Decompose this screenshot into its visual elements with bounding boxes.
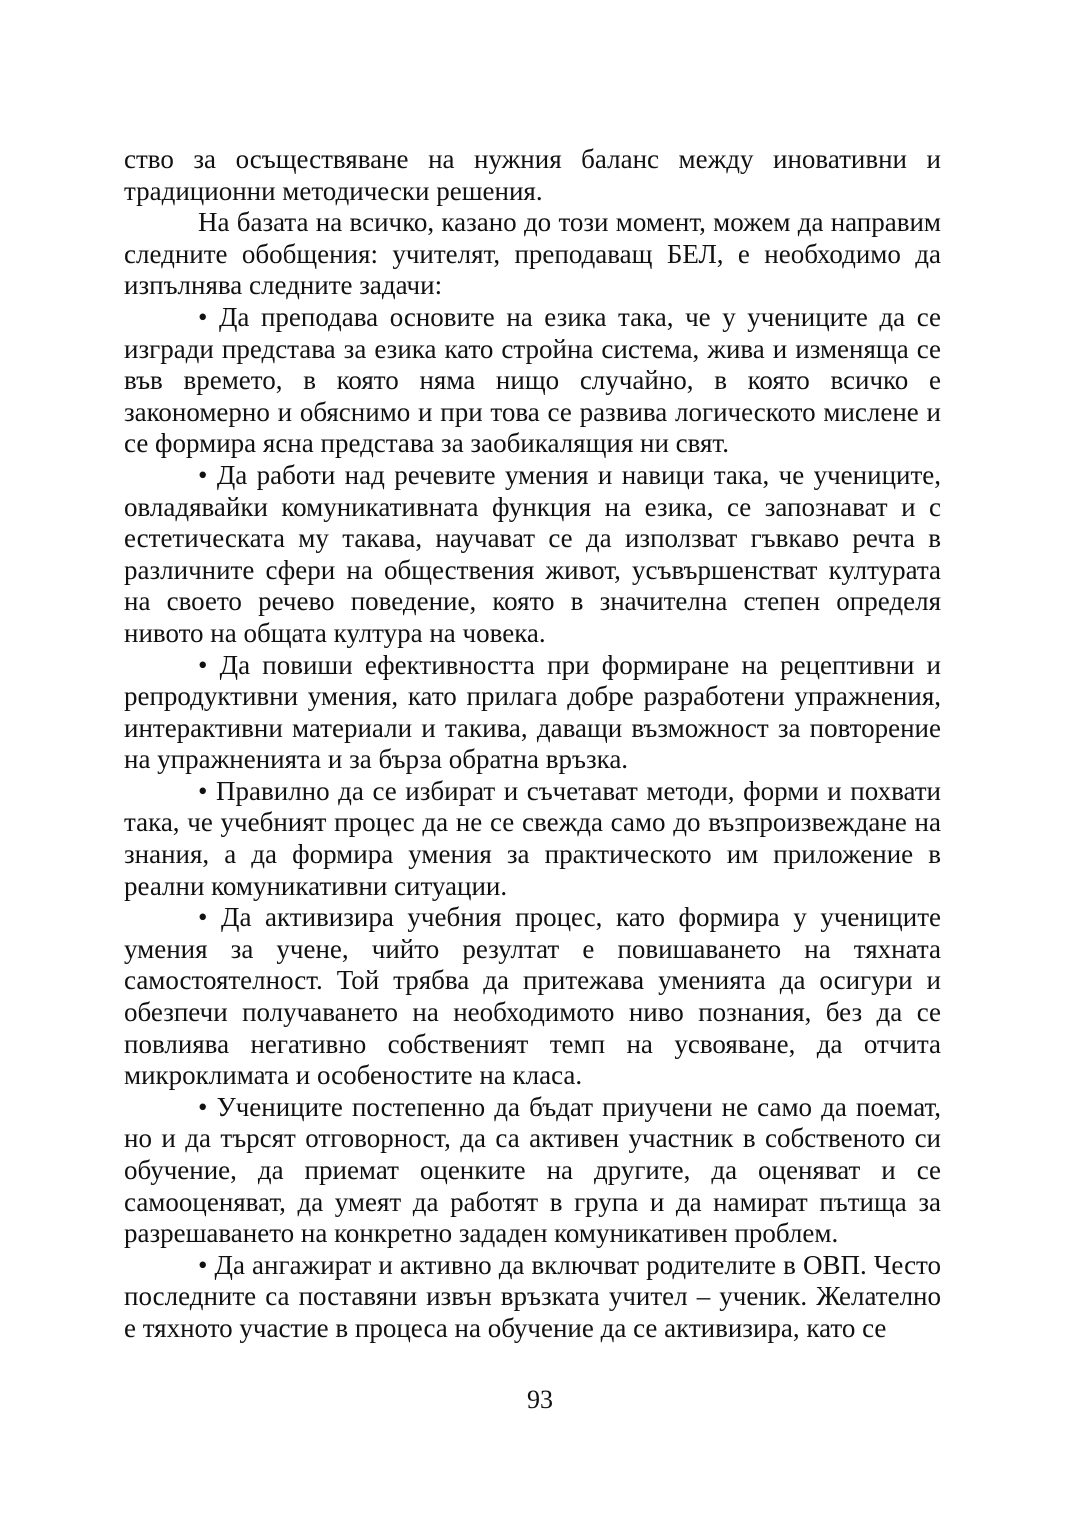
- bullet-item-speech-skills: • Да работи над речевите умения и навици така, че учениците, овладявайки комуникативната функция на езика, се запознават и с естетическата му такава, научават се да използват гъвкаво речта в различните сфери на обществения живот, усъвършенстват културата на своето речево поведение, която в значителна степен определя нивото на общата култура на човека.: [124, 459, 941, 648]
- bullet-item-language-basics: • Да преподава основите на езика така, че у учениците да се изгради представа за езика като стройна система, жива и изменяща се във времето, в която няма нищо случайно, в която всичко е закономерно и обяснимо и при това се развива логическото мислене и се формира ясна представа за заобикалящия ни свят.: [124, 301, 941, 459]
- page-number: 93: [527, 1385, 553, 1414]
- bullet-item-responsibility: • Учениците постепенно да бъдат приучени не само да поемат, но и да търсят отговорност, да са активен участник в собственото си обучение, да приемат оценките на другите, да оценяват и се самооценяват, да умеят да работят в група и да намират пътища за разрешаването на конкретно зададен комуникативен проблем.: [124, 1091, 941, 1249]
- bullet-item-activation: • Да активизира учебния процес, като формира у учениците умения за учене, чийто резултат е повишаването на тяхната самостоятелност. Той трябва да притежава уменията да осигури и обезпечи получаването на необходимото ниво познания, без да се повлиява негативно собственият темп на усвояване, да отчита микроклимата и особеностите на класа.: [124, 902, 941, 1091]
- paragraph-summary-intro: На базата на всичко, казано до този момент, можем да направим следните обобщения: учителят, преподаващ БЕЛ, е необходимо да изпълнява следните задачи:: [124, 207, 941, 301]
- body-text: [124, 144, 941, 1345]
- bullet-item-methods: • Правилно да се избират и съчетават методи, форми и похвати така, че учебният процес да не се свежда само до възпроизвеждане на знания, а да формира умения за практическото им приложение в реални комуникативни ситуации.: [124, 775, 941, 901]
- bullet-item-parents: • Да ангажират и активно да включват родителите в ОВП. Често последните са поставяни извън връзката учител – ученик. Желателно е тяхното участие в процеса на обучение да се активизира, като се: [124, 1249, 941, 1343]
- paragraph-continuation: ство за осъществяване на нужния баланс между иновативни и традиционни методически решения.: [124, 144, 941, 206]
- bullet-item-effectiveness: • Да повиши ефективността при формиране на рецептивни и репродуктивни умения, като прилага добре разработени упражнения, интерактивни материали и такива, даващи възможност за повторение на упражненията и за бърза обратна връзка.: [124, 649, 941, 775]
